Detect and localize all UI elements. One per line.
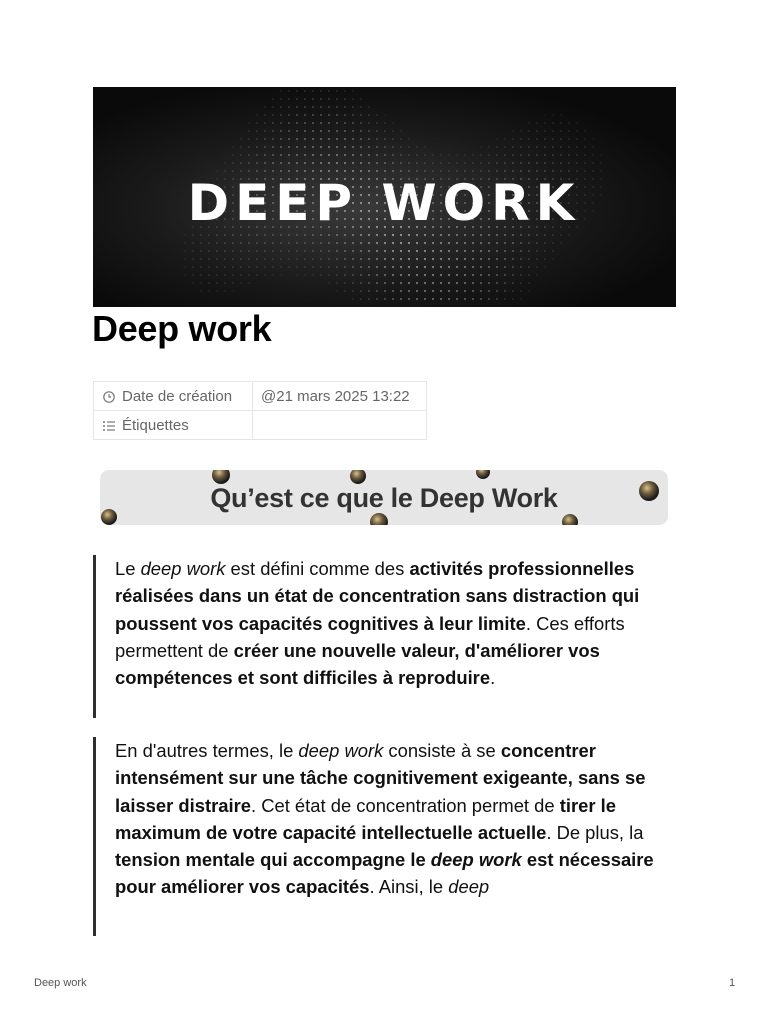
property-label: Étiquettes [122, 416, 189, 434]
quote-paragraph: Le deep work est défini comme des activités professionnelles réalisées dans un état de concentration sans distraction qui poussent vos capacités cognitives à leur limite. Ces efforts permettent de créer une nouvelle valeur, d'améliorer vos compétences et sont difficiles à reproduire. [115, 558, 640, 689]
properties-table [93, 381, 427, 440]
section-banner-image [100, 470, 668, 525]
cover-dot-pattern [93, 87, 676, 307]
property-value[interactable]: @21 mars 2025 13:22 [253, 382, 427, 411]
page-title: Deep work [92, 308, 272, 349]
quote-paragraph: En d'autres termes, le deep work consiste à se concentrer intensément sur une tâche cognitivement exigeante, sans se laisser distraire. Cet état de concentration permet de tirer le maximum de votre capacité intellectuelle actuelle. De plus, la tension mentale qui accompagne le deep work est nécessaire pour améliorer vos capacités. Ainsi, le deep [115, 740, 654, 898]
list-icon [102, 418, 116, 432]
property-label-cell [94, 411, 253, 440]
quote-block [93, 555, 658, 718]
property-row-tags[interactable] [94, 411, 427, 440]
property-label: Date de création [122, 387, 233, 405]
clock-icon [102, 389, 116, 403]
footer-page-number: 1 [729, 977, 736, 989]
cover-image [93, 87, 676, 307]
property-label-cell [94, 382, 253, 411]
cover-title: DEEP WORK [187, 174, 581, 232]
banner-title: Qu’est ce que le Deep Work [210, 483, 558, 513]
quote-block [93, 737, 658, 936]
property-value[interactable] [253, 411, 427, 440]
property-row-created[interactable] [94, 382, 427, 411]
footer-page-title: Deep work [34, 977, 87, 989]
